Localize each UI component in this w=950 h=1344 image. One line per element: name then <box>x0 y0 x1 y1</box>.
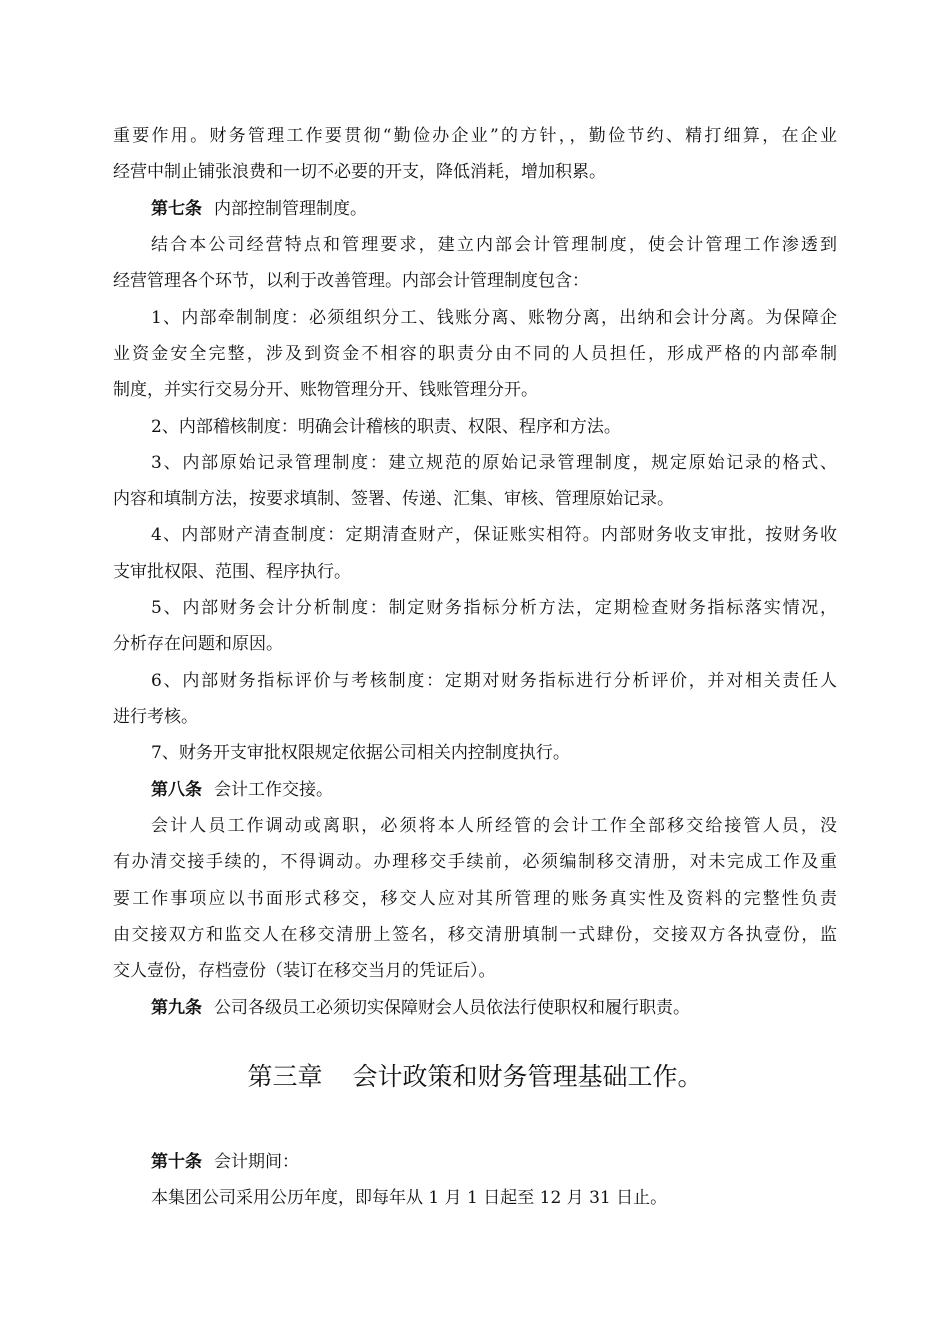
article-10-heading <box>0 1150 950 1174</box>
text: 支审批权限、范围、程序执行。 <box>113 562 351 582</box>
text: 业资金安全完整，涉及到资金不相容的职责分由不同的人员担任，形成严格的内部牵制 <box>113 344 837 364</box>
text: 要工作事项应以书面形式移交，移交人应对其所管理的账务真实性及资料的完整性负责 <box>113 889 837 909</box>
text: 进行考核。 <box>113 707 198 727</box>
list-item-line <box>0 632 950 656</box>
list-item-line <box>0 596 950 620</box>
paragraph-line <box>0 1186 950 1210</box>
text: 1、内部牵制制度：必须组织分工、钱账分离、账物分离，出纳和会计分离。为保障企 <box>151 308 837 328</box>
article-title: 内部控制管理制度。 <box>214 199 367 219</box>
text: 经营管理各个环节，以利于改善管理。内部会计管理制度包含： <box>113 271 589 291</box>
paragraph-line <box>0 887 950 911</box>
text: 内容和填制方法，按要求填制、签署、传递、汇集、审核、管理原始记录。 <box>113 489 674 509</box>
article-title: 公司各级员工必须切实保障财会人员依法行使职权和履行职责。 <box>214 998 690 1018</box>
paragraph-line <box>0 124 950 148</box>
article-8-heading <box>0 778 950 802</box>
text: 分析存在问题和原因。 <box>113 634 283 654</box>
article-7-heading <box>0 197 950 221</box>
chapter-number: 第三章 <box>247 1062 323 1091</box>
text: 交人壹份，存档壹份（装订在移交当月的凭证后）。 <box>113 961 496 981</box>
article-label: 第九条 <box>151 998 202 1018</box>
list-item-line <box>0 306 950 330</box>
text: 制度，并实行交易分开、账物管理分开、钱账管理分开。 <box>113 380 538 400</box>
list-item-line <box>0 342 950 366</box>
paragraph-line <box>0 850 950 874</box>
text: 7、财务开支审批权限规定依据公司相关内控制度执行。 <box>151 743 570 763</box>
list-item-line <box>0 378 950 402</box>
text: 结合本公司经营特点和管理要求，建立内部会计管理制度，使会计管理工作渗透到 <box>151 235 837 255</box>
list-item-line <box>0 415 950 439</box>
article-title: 会计工作交接。 <box>214 780 333 800</box>
text: 3、内部原始记录管理制度：建立规范的原始记录管理制度，规定原始记录的格式、 <box>151 453 837 473</box>
text: 由交接双方和监交人在移交清册上签名，移交清册填制一式肆份，交接双方各执壹份，监 <box>113 925 837 945</box>
article-label: 第十条 <box>151 1152 202 1172</box>
text: 6、内部财务指标评价与考核制度：定期对财务指标进行分析评价，并对相关责任人 <box>151 671 837 691</box>
text: 5、内部财务会计分析制度：制定财务指标分析方法，定期检查财务指标落实情况， <box>151 598 837 618</box>
chapter-heading <box>0 1060 950 1094</box>
paragraph-line <box>0 923 950 947</box>
text: 会计人员工作调动或离职，必须将本人所经管的会计工作全部移交给接管人员，没 <box>151 816 837 836</box>
article-label: 第七条 <box>151 199 202 219</box>
list-item-line <box>0 523 950 547</box>
text: 2、内部稽核制度：明确会计稽核的职责、权限、程序和方法。 <box>151 417 621 437</box>
list-item-line <box>0 487 950 511</box>
list-item-line <box>0 451 950 475</box>
paragraph-line <box>0 959 950 983</box>
list-item-line <box>0 705 950 729</box>
text: 4、内部财产清查制度：定期清查财产，保证账实相符。内部财务收支审批，按财务收 <box>151 525 837 545</box>
list-item-line <box>0 560 950 584</box>
text: 本集团公司采用公历年度，即每年从 1 月 1 日起至 12 月 31 日止。 <box>151 1188 668 1208</box>
paragraph-line <box>0 814 950 838</box>
article-title: 会计期间： <box>214 1152 299 1172</box>
article-label: 第八条 <box>151 780 202 800</box>
paragraph-line <box>0 233 950 257</box>
text: 经营中制止铺张浪费和一切不必要的开支，降低消耗，增加积累。 <box>113 162 606 182</box>
paragraph-line <box>0 269 950 293</box>
list-item-line <box>0 741 950 765</box>
article-9-heading <box>0 996 950 1020</box>
chapter-title: 会计政策和财务管理基础工作。 <box>352 1062 703 1091</box>
paragraph-line <box>0 160 950 184</box>
list-item-line <box>0 669 950 693</box>
text: 重要作用。财务管理工作要贯彻“勤俭办企业”的方针，，勤俭节约、精打细算，在企业 <box>113 126 837 146</box>
text: 有办清交接手续的，不得调动。办理移交手续前，必须编制移交清册，对未完成工作及重 <box>113 852 837 872</box>
